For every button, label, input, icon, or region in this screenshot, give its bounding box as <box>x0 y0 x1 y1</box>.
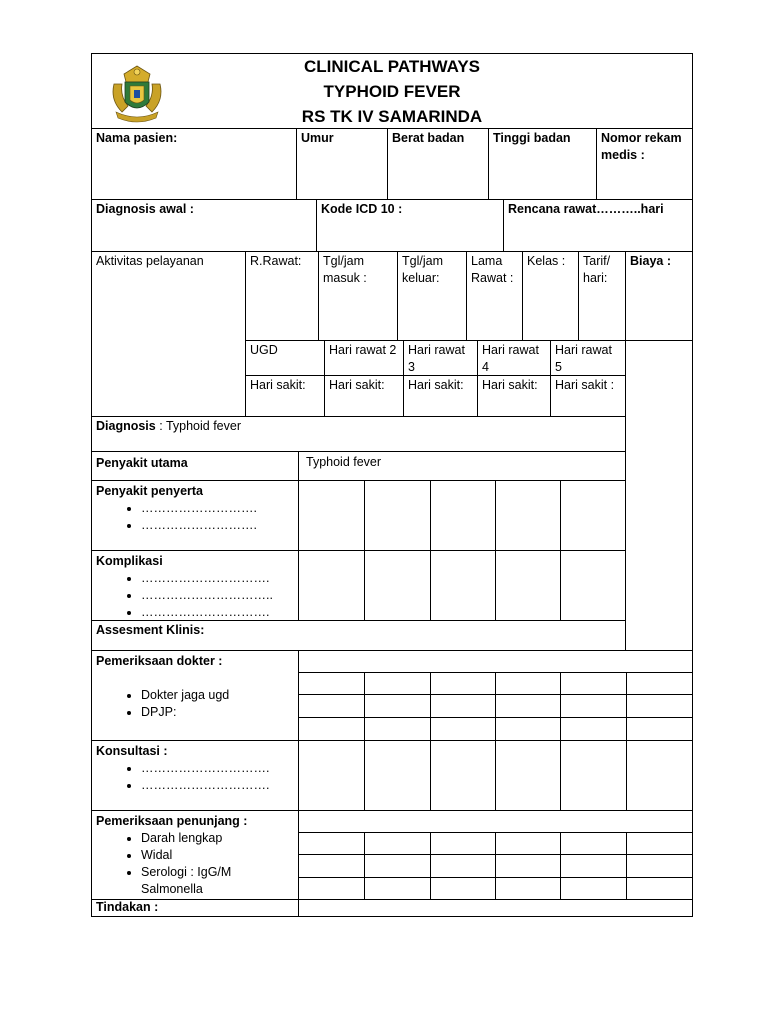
grid-cell[interactable] <box>626 877 693 900</box>
form-title-line-3: RS TK IV SAMARINDA <box>301 107 483 126</box>
doctor-exam-item[interactable]: • Dokter jaga ugd <box>141 687 294 704</box>
grid-cell[interactable] <box>560 740 627 811</box>
diagnosis-row <box>91 416 626 452</box>
diagnosis-value: : Typhoid fever <box>155 419 241 433</box>
grid-cell[interactable] <box>560 854 627 878</box>
grid-cell[interactable] <box>560 717 627 741</box>
length-of-stay-field[interactable]: Lama Rawat : <box>466 251 523 341</box>
grid-cell[interactable] <box>626 740 693 811</box>
consultation-item[interactable]: • …………………………. <box>141 760 294 777</box>
doctor-exam-list <box>96 687 294 721</box>
grid-cell[interactable] <box>495 717 561 741</box>
day-care-4: Hari rawat 4 <box>477 340 551 376</box>
height-field[interactable]: Tinggi badan <box>488 128 597 200</box>
grid-cell[interactable] <box>364 694 431 718</box>
support-exam-section <box>91 810 299 900</box>
support-exam-item[interactable]: • Darah lengkap <box>141 830 294 847</box>
day-care-2: Hari rawat 2 <box>324 340 404 376</box>
grid-cell[interactable] <box>495 877 561 900</box>
grid-cell[interactable] <box>430 717 496 741</box>
comorbid-item[interactable]: • ………………………. <box>141 517 294 534</box>
support-exam-list <box>96 830 294 898</box>
form-title-line-2: TYPHOID FEVER <box>323 82 461 101</box>
grid-cell[interactable] <box>495 672 561 695</box>
grid-cell[interactable] <box>495 694 561 718</box>
consultation-label: Konsultasi : <box>96 744 168 758</box>
main-disease-value: Typhoid fever <box>298 451 626 481</box>
grid-cell[interactable] <box>364 832 431 855</box>
sick-day-5[interactable]: Hari sakit : <box>550 375 626 417</box>
action-field[interactable] <box>298 899 693 917</box>
sick-day-3[interactable]: Hari sakit: <box>403 375 478 417</box>
admission-datetime-field[interactable]: Tgl/jam masuk : <box>318 251 398 341</box>
doctor-exam-item[interactable]: • DPJP: <box>141 704 294 721</box>
grid-cell[interactable] <box>560 694 627 718</box>
grid-cell[interactable] <box>560 672 627 695</box>
sick-day-4[interactable]: Hari sakit: <box>477 375 551 417</box>
grid-cell[interactable] <box>364 854 431 878</box>
grid-cell[interactable] <box>626 672 693 695</box>
grid-cell[interactable] <box>560 832 627 855</box>
grid-cell[interactable] <box>495 832 561 855</box>
record-number-field[interactable]: Nomor rekam medis : <box>596 128 693 200</box>
class-field[interactable]: Kelas : <box>522 251 579 341</box>
clinical-assessment-label: Assesment Klinis: <box>91 620 626 651</box>
complication-list <box>96 570 294 621</box>
cost-field[interactable]: Biaya : <box>625 251 693 341</box>
day-ugd: UGD <box>245 340 325 376</box>
grid-cell[interactable] <box>430 694 496 718</box>
complication-item[interactable]: • …………………………. <box>141 604 294 621</box>
grid-cell[interactable] <box>298 717 365 741</box>
consultation-list <box>96 760 294 794</box>
grid-cell[interactable] <box>298 550 365 621</box>
consultation-section <box>91 740 299 811</box>
complication-label: Komplikasi <box>96 554 163 568</box>
grid-cell[interactable] <box>495 854 561 878</box>
grid-cell[interactable] <box>560 550 626 621</box>
grid-cell[interactable] <box>364 480 431 551</box>
grid-cell[interactable] <box>430 480 496 551</box>
support-exam-label: Pemeriksaan penunjang : <box>96 814 248 828</box>
grid-cell[interactable] <box>626 694 693 718</box>
discharge-datetime-field[interactable]: Tgl/jam keluar: <box>397 251 467 341</box>
header-frame <box>91 53 693 129</box>
cost-column <box>625 340 693 651</box>
form-title-line-1: CLINICAL PATHWAYS <box>304 57 480 76</box>
grid-cell[interactable] <box>364 717 431 741</box>
grid-cell[interactable] <box>430 740 496 811</box>
grid-cell[interactable] <box>430 672 496 695</box>
grid-cell[interactable] <box>298 854 365 878</box>
day-care-3: Hari rawat 3 <box>403 340 478 376</box>
grid-cell[interactable] <box>298 810 693 833</box>
grid-cell[interactable] <box>430 877 496 900</box>
grid-cell[interactable] <box>495 480 561 551</box>
consultation-item[interactable]: • …………………………. <box>141 777 294 794</box>
grid-cell[interactable] <box>495 740 561 811</box>
complication-item[interactable]: • …………………………. <box>141 570 294 587</box>
initial-diagnosis-field[interactable]: Diagnosis awal : <box>91 199 317 252</box>
grid-cell[interactable] <box>626 832 693 855</box>
support-exam-item[interactable]: • Widal <box>141 847 294 864</box>
action-label: Tindakan : <box>91 899 299 917</box>
grid-cell[interactable] <box>364 550 431 621</box>
grid-cell[interactable] <box>364 672 431 695</box>
grid-cell[interactable] <box>626 717 693 741</box>
comorbid-list <box>96 500 294 534</box>
weight-field[interactable]: Berat badan <box>387 128 489 200</box>
diagnosis-label: Diagnosis <box>96 419 156 433</box>
grid-cell[interactable] <box>298 877 365 900</box>
grid-cell[interactable] <box>495 550 561 621</box>
grid-cell[interactable] <box>298 672 365 695</box>
sick-day-1[interactable]: Hari sakit: <box>245 375 325 417</box>
patient-name-field[interactable]: Nama pasien: <box>91 128 297 200</box>
grid-cell[interactable] <box>298 480 365 551</box>
comorbid-label: Penyakit penyerta <box>96 484 203 498</box>
grid-cell[interactable] <box>298 740 365 811</box>
comorbid-section <box>91 480 299 551</box>
grid-cell[interactable] <box>430 854 496 878</box>
comorbid-item[interactable]: • ………………………. <box>141 500 294 517</box>
complication-item[interactable]: • ………………………….. <box>141 587 294 604</box>
grid-cell[interactable] <box>364 740 431 811</box>
service-activity-label: Aktivitas pelayanan <box>91 251 246 417</box>
grid-cell[interactable] <box>430 832 496 855</box>
day-care-5: Hari rawat 5 <box>550 340 626 376</box>
grid-cell[interactable] <box>298 650 693 673</box>
complication-section <box>91 550 299 621</box>
grid-cell[interactable] <box>298 694 365 718</box>
support-exam-item[interactable]: • Serologi : IgG/M Salmonella <box>141 864 251 898</box>
care-plan-field[interactable]: Rencana rawat………..hari <box>503 199 693 252</box>
sick-day-2[interactable]: Hari sakit: <box>324 375 404 417</box>
grid-cell[interactable] <box>560 480 626 551</box>
doctor-exam-label: Pemeriksaan dokter : <box>96 654 223 668</box>
grid-cell[interactable] <box>430 550 496 621</box>
room-field[interactable]: R.Rawat: <box>245 251 319 341</box>
grid-cell[interactable] <box>364 877 431 900</box>
grid-cell[interactable] <box>626 854 693 878</box>
tariff-field[interactable]: Tarif/ hari: <box>578 251 626 341</box>
doctor-exam-section <box>91 650 299 741</box>
grid-cell[interactable] <box>298 832 365 855</box>
main-disease-label: Penyakit utama <box>91 451 299 481</box>
grid-cell[interactable] <box>560 877 627 900</box>
icd-code-field[interactable]: Kode ICD 10 : <box>316 199 504 252</box>
age-field[interactable]: Umur <box>296 128 388 200</box>
